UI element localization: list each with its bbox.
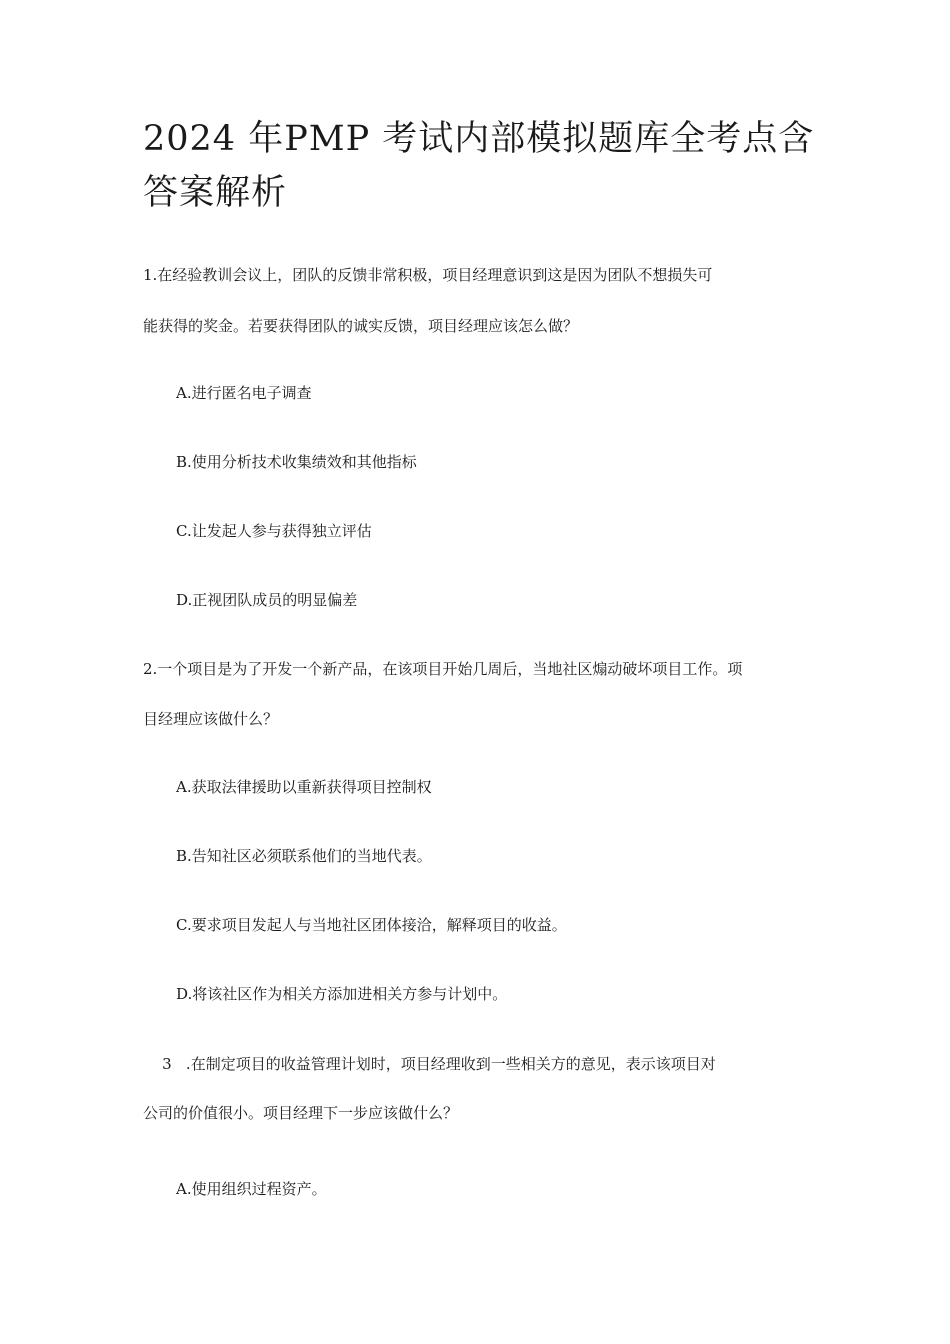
question-2-stem-line-2: 目经理应该做什么？ (143, 710, 279, 728)
question-1-option-c: C.让发起人参与获得独立评估 (176, 522, 372, 540)
question-2-option-a: A.获取法律援助以重新获得项目控制权 (176, 778, 432, 796)
question-3-stem-line-2: 公司的价值很小。项目经理下一步应该做什么？ (143, 1104, 459, 1122)
question-2-stem-line-1: 2.一个项目是为了开发一个新产品，在该项目开始几周后，当地社区煽动破坏项目工作。项 (143, 660, 743, 678)
question-3-option-a: A.使用组织过程资产。 (176, 1180, 327, 1198)
question-1-option-d: D.正视团队成员的明显偏差 (176, 591, 358, 609)
document-title: 2024 年PMP 考试内部模拟题库全考点含答案解析 (143, 119, 815, 213)
question-1-option-a: A.进行匿名电子调查 (176, 384, 312, 402)
question-2-option-b: B.告知社区必须联系他们的当地代表。 (176, 847, 432, 865)
question-1-option-b: B.使用分析技术收集绩效和其他指标 (176, 453, 417, 471)
question-2-option-d: D.将该社区作为相关方添加进相关方参与计划中。 (176, 985, 508, 1003)
question-3-stem-line-1: 3 .在制定项目的收益管理计划时，项目经理收到一些相关方的意见，表示该项目对 (143, 1055, 716, 1073)
question-2-option-c: C.要求项目发起人与当地社区团体接洽，解释项目的收益。 (176, 916, 567, 934)
question-1-stem-line-1: 1.在经验教训会议上，团队的反馈非常积极，项目经理意识到这是因为团队不想损失可 (143, 266, 713, 284)
question-1-stem-line-2: 能获得的奖金。若要获得团队的诚实反馈，项目经理应该怎么做？ (143, 317, 579, 335)
